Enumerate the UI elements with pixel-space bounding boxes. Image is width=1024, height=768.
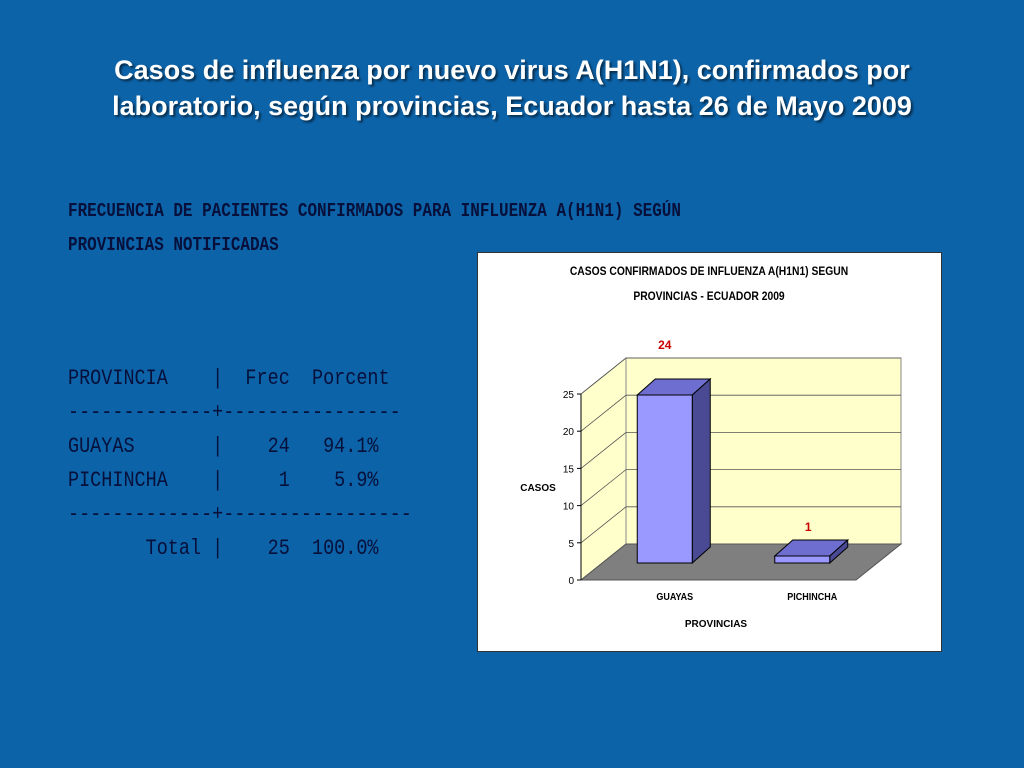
frequency-table-row-pichincha: PICHINCHA | 1 5.9% — [68, 468, 379, 493]
chart-title-line-1: CASOS CONFIRMADOS DE INFLUENZA A(H1N1) SEGUN — [569, 265, 849, 279]
y-tick-label: 10 — [562, 501, 574, 513]
bar-pichincha — [775, 556, 830, 563]
frequency-table — [68, 362, 412, 566]
data-label: 1 — [804, 520, 812, 534]
bar-chart — [478, 253, 941, 651]
chart-side-wall — [581, 358, 626, 580]
y-tick-label: 5 — [568, 538, 574, 550]
chart-frame — [477, 252, 942, 652]
y-axis-title: CASOS — [520, 483, 556, 494]
frequency-table-header: PROVINCIA | Frec Porcent — [68, 366, 390, 391]
frequency-table-separator: -------------+---------------- — [68, 400, 401, 425]
frequency-heading-line-2: PROVINCIAS NOTIFICADAS — [68, 234, 279, 256]
chart-title-line-2: PROVINCIAS - ECUADOR 2009 — [633, 290, 785, 304]
y-tick-label: 20 — [562, 427, 574, 439]
slide-title — [20, 52, 1004, 124]
x-axis-title: PROVINCIAS — [684, 619, 748, 630]
x-tick-label: PICHINCHA — [787, 591, 838, 604]
slide-title-line-1: Casos de influenza por nuevo virus A(H1N1), confirmados por — [114, 55, 910, 85]
bar-guayas — [637, 395, 692, 563]
bar-side-guayas — [692, 379, 710, 563]
y-tick-label: 0 — [568, 576, 574, 587]
chart-floor — [581, 544, 901, 580]
frequency-table-separator: -------------+----------------- — [68, 502, 412, 527]
slide-title-line-2: laboratorio, según provincias, Ecuador hasta 26 de Mayo 2009 — [112, 91, 912, 121]
data-label: 24 — [658, 338, 672, 352]
frequency-table-row-guayas: GUAYAS | 24 94.1% — [68, 434, 379, 459]
x-tick-label: GUAYAS — [656, 591, 694, 604]
frequency-table-total: Total | 25 100.0% — [68, 536, 379, 561]
y-tick-label: 25 — [562, 390, 574, 401]
frequency-heading-line-1: FRECUENCIA DE PACIENTES CONFIRMADOS PARA INFLUENZA A(H1N1) SEGÚN — [68, 200, 681, 222]
y-tick-label: 15 — [562, 464, 574, 476]
